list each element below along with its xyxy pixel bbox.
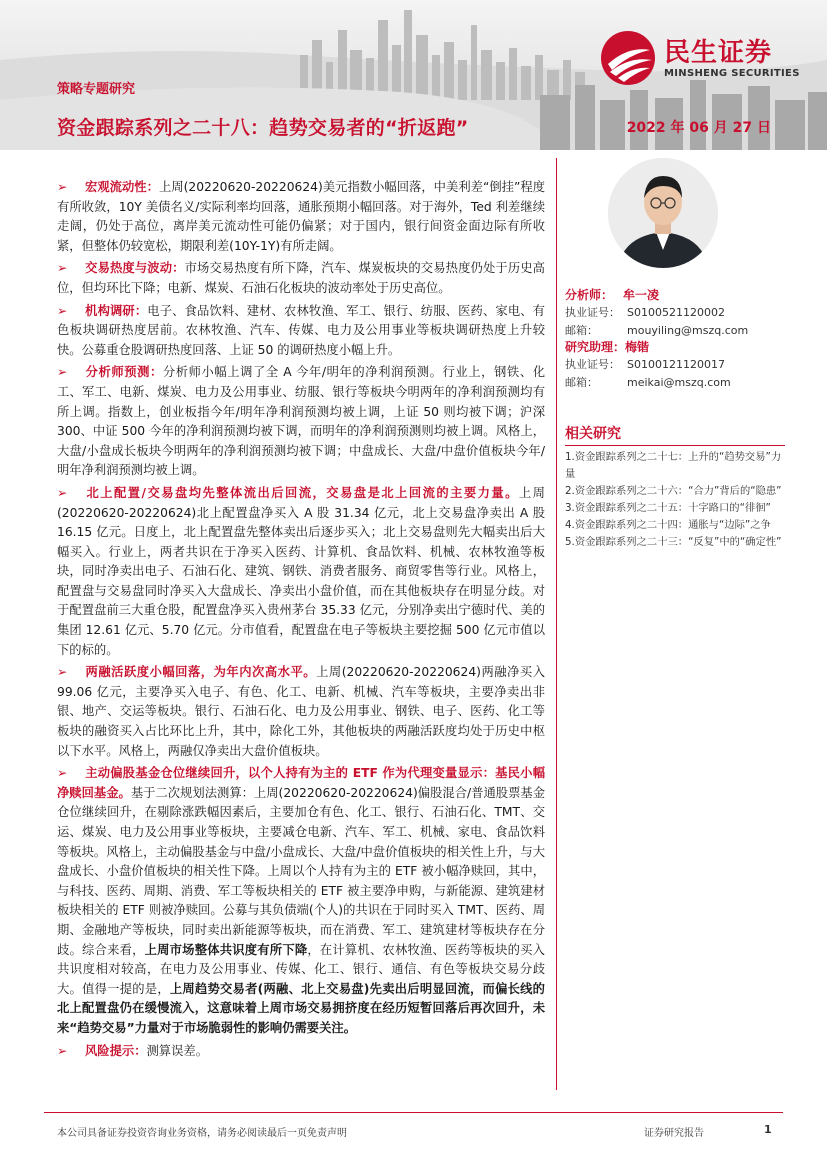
summary-bullet bbox=[57, 1042, 545, 1062]
arrow-bullet-icon: ➢ bbox=[57, 665, 68, 680]
analyst-cert: S0100521120002 bbox=[627, 306, 725, 319]
analyst-email-label: 邮箱： bbox=[565, 324, 598, 337]
footer-divider bbox=[44, 1112, 783, 1113]
analyst-label: 分析师： bbox=[565, 288, 614, 302]
analyst-email[interactable]: mouyiling@mszq.com bbox=[627, 324, 749, 337]
bullet-heading: 北上配置/交易盘均先整体流出后回流，交易盘是北上回流的主要力量。 bbox=[85, 485, 519, 500]
bullet-text: 上周(20220620-20220624)两融净买入 99.06 亿元，主要净买入电子、有色、化工、电新、机械、汽车等板块，主要净卖出非银、地产、交运等板块。银行、石油石化、电力及公用事业、钢铁、电子、医药、化工等板块的融资买入占比环比上升，其中，除化工外，其他板块的两融活跃度均处于历史中枢以下水平。风格上，两融仅净卖出大盘价值板块。 bbox=[57, 665, 545, 758]
report-summary bbox=[57, 178, 545, 1064]
arrow-bullet-icon: ➢ bbox=[57, 485, 68, 500]
bullet-heading: 风险提示： bbox=[85, 1043, 147, 1058]
bullet-heading: 交易热度与波动： bbox=[85, 261, 185, 276]
assistant-cert-label: 执业证号： bbox=[565, 358, 620, 371]
summary-bullet bbox=[57, 363, 545, 481]
footer-report-type: 证券研究报告 bbox=[644, 1128, 704, 1139]
assistant-email-row bbox=[565, 374, 731, 390]
analyst-cert-label: 执业证号： bbox=[565, 306, 620, 319]
logo-english-text: MINSHENG SECURITIES bbox=[664, 68, 800, 79]
page-number: 1 bbox=[764, 1123, 772, 1136]
header-banner bbox=[0, 0, 827, 150]
arrow-bullet-icon: ➢ bbox=[57, 261, 68, 276]
bullet-text: 上周(20220620-20220624)北上配置盘净买入 A 股 31.34 亿元，北上交易盘净卖出 A 股 16.15 亿元。日度上，北上配置盘先整体卖出后逐步买入；北上交易盘则先大幅卖出后大幅买入。行业上，两者共识在于净买入医药、计算机、食品饮料、机械、农林牧渔等板块，同时净卖出电子、石油石化、建筑、钢铁、消费者服务、商贸零售等行业。风格上，配置盘与交易盘同时净买入大盘成长、净卖出小盘价值，而在其他板块存在明显分歧。对于配置盘前三大重仓股，配置盘净买入贵州茅台 35.33 亿元，分别净卖出宁德时代、美的集团 12.61 亿元、5.70 亿元。分市值看，配置盘在电子等板块主要挖掘 500 亿元市值以下的标的。 bbox=[57, 485, 545, 657]
arrow-bullet-icon: ➢ bbox=[57, 303, 68, 318]
related-research-item[interactable]: 5.资金跟踪系列之二十三：“反复”中的“确定性” bbox=[565, 536, 782, 548]
summary-bullet bbox=[57, 259, 545, 298]
report-date: 2022 年 06 月 27 日 bbox=[626, 120, 771, 136]
company-logo bbox=[600, 30, 805, 86]
bullet-text: 市场交易热度有所下降，汽车、煤炭板块的交易热度仍处于历史高位，但均环比下降；电新、煤炭、石油石化板块的波动率处于历史高位。 bbox=[57, 261, 545, 295]
bullet-text: ，在计算机、农林牧渔、医药等板块的买入共识度相对较高，在电力及公用事业、传媒、化工、银行、通信、有色等板块交易分歧大。值得一提的是， bbox=[57, 942, 545, 996]
bullet-text: 测算误差。 bbox=[146, 1043, 208, 1058]
related-research-item[interactable]: 2.资金跟踪系列之二十六：“合力”背后的“隐患” bbox=[565, 485, 782, 497]
logo-chinese-text: 民生证券 bbox=[664, 38, 773, 68]
related-research-item[interactable]: 4.资金跟踪系列之二十四：通胀与“边际”之争 bbox=[565, 519, 771, 531]
bullet-heading: 机构调研： bbox=[85, 303, 148, 318]
arrow-bullet-icon: ➢ bbox=[57, 180, 68, 194]
related-research-item[interactable]: 1.资金跟踪系列之二十七：上升的“趋势交易”力量 bbox=[565, 451, 782, 480]
summary-bullet bbox=[57, 302, 545, 361]
bullet-heading: 主动偏股基金仓位继续回升，以个人持有为主的 ETF 作为代理变量显示：基民小幅净赎回基金。 bbox=[57, 766, 545, 800]
assistant-name: 梅锴 bbox=[625, 340, 650, 354]
assistant-name-row bbox=[565, 338, 649, 355]
analyst-name: 牟一凌 bbox=[623, 288, 660, 302]
assistant-label: 研究助理： bbox=[565, 340, 626, 354]
bullet-text: 电子、食品饮料、建材、农林牧渔、军工、银行、纺服、医药、家电、有色板块调研热度居前。农林牧渔、汽车、传媒、电力及公用事业等板块调研热度上升较快。公募重仓股调研热度回落、上证 50 的调研热度小幅上升。 bbox=[57, 303, 545, 357]
related-research-title: 相关研究 bbox=[565, 426, 621, 442]
summary-bullet bbox=[57, 178, 545, 256]
bullet-text: 基于二次规划法测算：上周(20220620-20220624)偏股混合/普通股票基金仓位继续回升，在剔除涨跌幅因素后，主要加仓有色、化工、银行、石油石化、TMT、交运、煤炭、电力及公用事业等板块，主要减仓电新、汽车、军工、机械、家电、食品饮料等板块。风格上，主动偏股基金与中盘/小盘成长、大盘/中盘价值板块的相关性上升，与大盘成长、小盘价值板块的相关性下降。上周以个人持有为主的 ETF 被小幅净赎回，其中，与科技、医药、周期、消费、军工等板块相关的 ETF 被主要净申购，与新能源、建筑建材板块相关的 ETF 则被净赎回。公募与其负债端(个人)的共识在于同时买入 TMT、医药、周期、金融地产等板块，同时卖出新能源等板块，而在消费、军工、建筑建材等板块存在分歧。综合来看， bbox=[57, 785, 545, 957]
minsheng-logo-icon bbox=[600, 30, 658, 86]
summary-bullet bbox=[57, 764, 545, 1038]
related-research-list bbox=[565, 449, 783, 551]
analyst-name-row bbox=[565, 286, 659, 303]
assistant-cert-row bbox=[565, 356, 725, 372]
assistant-cert: S0100121120017 bbox=[627, 358, 725, 371]
column-divider bbox=[556, 158, 557, 1090]
bullet-emphasis: 上周趋势交易者(两融、北上交易盘)先卖出后明显回流，而偏长线的北上配置盘仍在缓慢流入，这意味着上周市场交易拥挤度在经历短暂回落后再次回升，未来“趋势交易”力量对于市场脆弱性的影响仍需要关注。 bbox=[57, 981, 545, 1035]
report-category: 策略专题研究 bbox=[57, 82, 136, 97]
related-research-item[interactable]: 3.资金跟踪系列之二十五：十字路口的“徘徊” bbox=[565, 502, 771, 514]
related-divider bbox=[565, 445, 785, 446]
assistant-email[interactable]: meikai@mszq.com bbox=[627, 376, 731, 389]
bullet-text: 上周(20220620-20220624)美元指数小幅回落，中美利差“倒挂”程度有所收敛，10Y 美债名义/实际利率均回落，通胀预期小幅回落。对于海外，Ted 利差继续走阔，仍处于高位，离岸美元流动性可能仍偏紧；对于国内，银行间资金面边际有所收紧，但整体仍较宽松，期限利差(10Y-1Y)有所走阔。 bbox=[57, 180, 545, 253]
bullet-emphasis: 上周市场整体共识度有所下降 bbox=[144, 942, 308, 957]
bullet-heading: 宏观流动性： bbox=[85, 180, 159, 194]
bullet-text: 分析师小幅上调了全 A 今年/明年的净利润预测。行业上，钢铁、化工、军工、电新、煤炭、电力及公用事业、纺服、银行等板块今明两年的净利润预测均有所上调。指数上，创业板指今年/明年净利润预测均被上调，上证 50 则均被下调；沪深 300、中证 500 今年的净利润预测均被下调，而明年的净利润预测则均被上调。风格上，大盘/小盘成长板块今明两年的净利润预测均被下调；中盘成长、大盘/中盘价值板块今年/明年净利润预测均被上调。 bbox=[57, 365, 545, 478]
summary-bullet bbox=[57, 484, 545, 660]
assistant-email-label: 邮箱： bbox=[565, 376, 598, 389]
analyst-portrait bbox=[608, 158, 718, 268]
footer-disclaimer: 本公司具备证券投资咨询业务资格，请务必阅读最后一页免责声明 bbox=[57, 1128, 347, 1139]
arrow-bullet-icon: ➢ bbox=[57, 766, 68, 781]
summary-bullet bbox=[57, 663, 545, 761]
arrow-bullet-icon: ➢ bbox=[57, 365, 68, 380]
bullet-heading: 两融活跃度小幅回落，为年内次高水平。 bbox=[85, 665, 317, 680]
analyst-email-row bbox=[565, 322, 748, 338]
analyst-cert-row bbox=[565, 304, 725, 320]
report-title: 资金跟踪系列之二十八：趋势交易者的“折返跑” bbox=[57, 117, 469, 139]
arrow-bullet-icon: ➢ bbox=[57, 1043, 68, 1058]
bullet-heading: 分析师预测： bbox=[85, 365, 163, 380]
